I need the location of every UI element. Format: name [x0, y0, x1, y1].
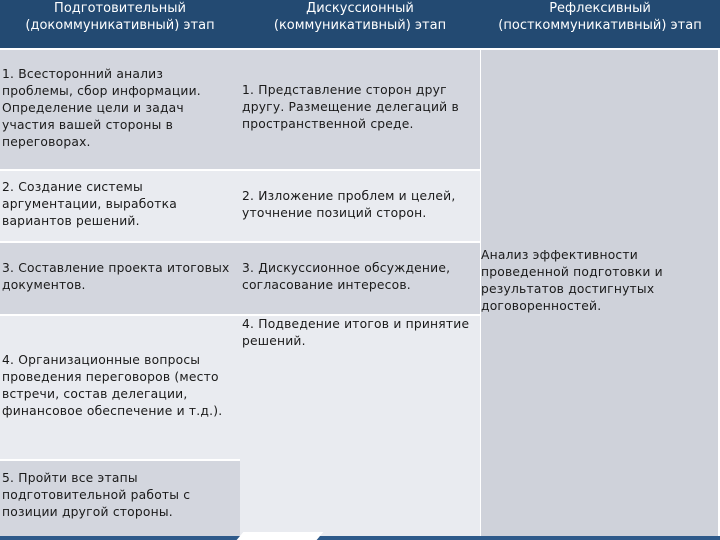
- header-preparatory: [0, 0, 240, 48]
- prep-step-5-text: 5. Пройти все этапы подготовительной работы с позиции другой стороны.: [2, 471, 191, 519]
- header-reflexive-line2: (посткоммуникативный) этап: [498, 18, 702, 33]
- disc-step-1-text: 1. Представление сторон друг другу. Размещение делегаций в пространственной среде.: [242, 83, 459, 131]
- prep-step-1-text: 1. Всесторонний анализ проблемы, сбор информации. Определение цели и задач участия вашей стороны в переговорах.: [2, 67, 201, 149]
- disc-step-4: [240, 316, 480, 536]
- reflexive-cell: [481, 50, 718, 536]
- header-preparatory-line1: Подготовительный: [54, 1, 186, 16]
- header-preparatory-line2: (докоммуникативный) этап: [25, 18, 215, 33]
- prep-step-4-text: 4. Организационные вопросы проведения переговоров (место встречи, состав делегации, финансовое обеспечение и т.д.).: [2, 353, 223, 418]
- prep-step-5: [0, 461, 240, 536]
- reflexive-text: Анализ эффективности проведенной подготовки и результатов достигнутых договоренностей.: [481, 248, 663, 313]
- disc-step-4-text: 4. Подведение итогов и принятие решений.: [242, 317, 470, 348]
- bottom-decoration: [237, 532, 324, 540]
- header-discussion: [240, 0, 480, 48]
- disc-step-2-text: 2. Изложение проблем и целей, уточнение позиций сторон.: [242, 189, 456, 220]
- header-discussion-line1: Дискуссионный: [306, 1, 414, 16]
- prep-step-2: [0, 171, 240, 241]
- prep-step-2-text: 2. Создание системы аргументации, выработка вариантов решений.: [2, 180, 177, 228]
- prep-step-3-text: 3. Составление проекта итоговых документов.: [2, 261, 230, 292]
- prep-step-4: [0, 316, 240, 459]
- header-reflexive-line1: Рефлексивный: [549, 1, 651, 16]
- header-reflexive: [480, 0, 720, 48]
- disc-step-3-text: 3. Дискуссионное обсуждение, согласование интересов.: [242, 261, 451, 292]
- prep-step-1: [0, 50, 240, 169]
- prep-step-3: [0, 243, 240, 314]
- disc-step-1: [240, 50, 480, 169]
- header-discussion-line2: (коммуникативный) этап: [273, 18, 447, 33]
- bottom-strip: [0, 536, 720, 540]
- disc-step-2: [240, 171, 480, 241]
- disc-step-3: [240, 243, 480, 314]
